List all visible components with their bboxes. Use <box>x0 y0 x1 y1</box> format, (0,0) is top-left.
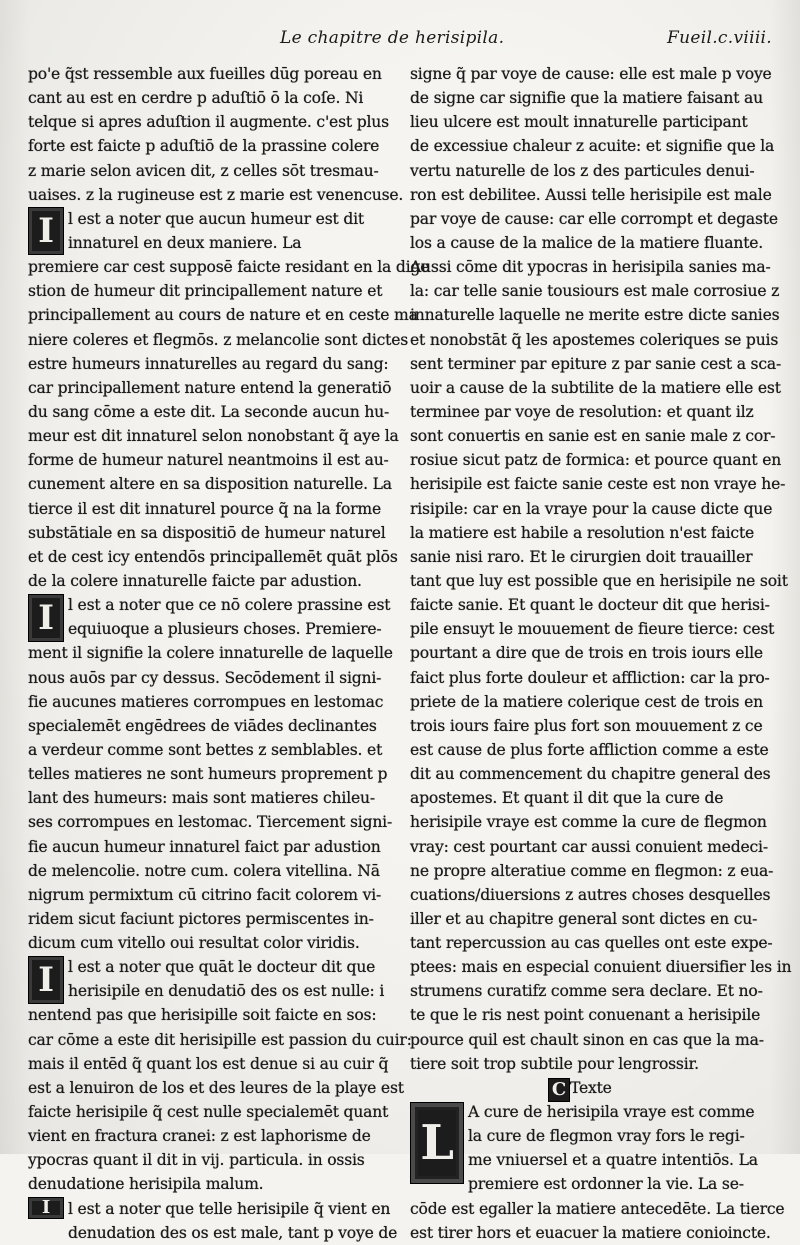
text-line: ptees: mais en especial conuient diuersifier les in <box>410 958 792 977</box>
text-line: Aussi cōme dit ypocras in herisipila sanies ma- <box>410 258 771 277</box>
text-line: l est a noter que quāt le docteur dit que <box>68 958 376 977</box>
text-line: tierce il est dit innaturel pource q̃ na la forme <box>28 499 382 518</box>
text-line: vray: cest pourtant car aussi conuient medeci- <box>410 837 768 856</box>
text-line: lant des humeurs: mais sont matieres chileu- <box>28 789 375 808</box>
text-line: est a lenuiron de los et des leures de la playe est <box>28 1078 404 1097</box>
text-line: l est a noter que telle herisipile q̃ vient en <box>68 1199 391 1218</box>
text-line: pile ensuyt le mouuement de fieure tierce: cest <box>410 620 775 639</box>
text-line: denudation des os est male, tant p voye de <box>68 1223 398 1242</box>
text-line: signe q̃ par voye de cause: elle est male p voye <box>410 65 772 83</box>
text-line: pource quil est chault sinon en cas que la ma- <box>410 1030 764 1049</box>
text-line: forme de humeur naturel neantmoins il est au- <box>28 451 389 470</box>
text-line: principallement au cours de nature et en ceste ma <box>28 306 418 325</box>
text-line: estre humeurs innaturelles au regard du sang: <box>28 354 389 373</box>
text-line: nigrum permixtum cū citrino facit colorem vi- <box>28 885 382 904</box>
text-line: terminee par voye de resolution: et quant ilz <box>410 402 754 421</box>
text-line: dit au commencement du chapitre general des <box>410 765 771 784</box>
text-line: ypocras quant il dit in vij. particula. in ossis <box>28 1151 365 1170</box>
text-line: uaises. z la rugineuse est z marie est venencuse. <box>28 185 404 204</box>
text-line: fie aucun humeur innaturel faict par adustion <box>28 837 381 856</box>
text-line: sanie nisi raro. Et le cirurgien doit trauailler <box>410 547 753 566</box>
text-line: lieu ulcere est moult innaturelle participant <box>410 113 748 132</box>
running-title: Le chapitre de herisipila. <box>280 28 505 48</box>
text-line: premiere est ordonner la vie. La se- <box>468 1175 744 1194</box>
text-line: apostemes. Et quant il dit que la cure de <box>410 789 724 808</box>
text-line: cuations/diuersions z autres choses desquelles <box>410 885 771 904</box>
text-line: de la colere innaturelle faicte par adustion. <box>28 571 362 590</box>
text-line: A cure de herisipila vraye est comme <box>468 1103 755 1122</box>
paragraph-mark: C <box>548 1078 570 1102</box>
text-line: et de cest icy entendōs principallemēt quāt plōs <box>28 547 398 566</box>
text-line: faicte sanie. Et quant le docteur dit que herisi- <box>410 596 770 615</box>
text-line: de excessiue chaleur z acuite: et signifie que la <box>410 137 775 156</box>
text-line: innaturel en deux maniere. La <box>68 233 302 252</box>
text-line: nous auōs par cy dessus. Secōdement il signi- <box>28 668 382 687</box>
text-line: dicum cum vitello oui resultat color viridis. <box>28 934 360 953</box>
text-line: denudatione herisipila malum. <box>28 1175 264 1194</box>
text-line: et nonobstāt q̃ les apostemes coleriques se puis <box>410 330 779 349</box>
text-line: de melencolie. notre cum. colera vitellina. Nā <box>28 861 380 880</box>
text-line: a verdeur comme sont bettes z semblables. et <box>28 740 383 759</box>
decorated-initial: I <box>28 956 64 1004</box>
text-line: l est a noter que ce nō colere prassine est <box>68 596 391 615</box>
text-line: herisipile vraye est comme la cure de flegmon <box>410 813 767 832</box>
text-line: la: car telle sanie tousiours est male corrosiue z <box>410 282 780 301</box>
text-line: est tirer hors et euacuer la matiere conioincte. <box>410 1223 771 1242</box>
text-line: pourtant a dire que de trois en trois iours elle <box>410 644 763 663</box>
text-line: ses corrompues en lestomac. Tiercement signi- <box>28 813 393 832</box>
left-text-column <box>28 62 430 1245</box>
text-line: faict plus forte douleur et affliction: car la pro- <box>410 668 770 687</box>
text-line: iller et au chapitre general sont dictes en cu- <box>410 909 758 928</box>
text-line: car cōme a este dit herisipille est passion du cuir: <box>28 1030 412 1049</box>
text-line: rosiue sicut patz de formica: et pource quant en <box>410 451 782 470</box>
text-line: l est a noter que aucun humeur est dit <box>68 209 364 228</box>
text-line: fie aucunes matieres corrompues en lestomac <box>28 692 384 711</box>
text-line: est cause de plus forte affliction comme a este <box>410 740 769 759</box>
text-line: ridem sicut faciunt pictores permiscentes in- <box>28 909 374 928</box>
text-line: innaturelle laquelle ne merite estre dicte sanies <box>410 306 780 325</box>
text-line: trois iours faire plus fort son mouuement z ce <box>410 716 763 735</box>
text-line: specialemēt engēdrees de viādes declinantes <box>28 716 377 735</box>
text-line: tiere soit trop subtile pour lengrossir. <box>410 1054 699 1073</box>
folio-number: Fueil.c.viiii. <box>667 28 772 48</box>
text-line: faicte herisipile q̃ cest nulle specialemēt quant <box>28 1103 389 1122</box>
text-line: mais il entēd q̃ quant los est denue si au cuir q̃ <box>28 1054 389 1073</box>
decorated-initial: I <box>28 1197 64 1219</box>
text-line: risipile: car en la vraye pour la cause dicte que <box>410 499 773 518</box>
text-line: de signe car signifie que la matiere faisant au <box>410 89 763 108</box>
decorated-initial: I <box>28 594 64 642</box>
text-line: la cure de flegmon vray fors le regi- <box>468 1127 745 1146</box>
text-line: car principallement nature entend la generatiō <box>28 378 392 397</box>
text-line: substātiale en sa dispositiō de humeur naturel <box>28 523 386 542</box>
section-heading-texte: Texte <box>570 1078 612 1097</box>
text-line: ment il signifie la colere innaturelle de laquelle <box>28 644 393 663</box>
text-line: stion de humeur dit principallement nature et <box>28 282 383 301</box>
text-line: herisipile en denudatiō des os est nulle: i <box>68 982 385 1001</box>
text-line: te que le ris nest point conuenant a herisipile <box>410 1006 761 1025</box>
text-line: ne propre alteratiue comme en flegmon: z eua- <box>410 861 774 880</box>
text-line: telles matieres ne sont humeurs proprement p <box>28 765 388 784</box>
text-line: sont conuertis en sanie est en sanie male z cor- <box>410 427 776 446</box>
text-line: premiere car cest supposē faicte residant en la dige <box>28 258 430 277</box>
text-line: cōde est egaller la matiere antecedēte. La tierce <box>410 1199 785 1218</box>
text-line: tant repercussion au cas quelles ont este expe- <box>410 934 773 953</box>
text-line: ron est debilitee. Aussi telle herisipile est male <box>410 185 772 204</box>
text-line: cant au est en cerdre p aduſtiō ō la coſe. Ni <box>28 89 364 108</box>
right-text-column <box>410 62 792 1245</box>
text-line: sent terminer par epiture z par sanie cest a sca- <box>410 354 782 373</box>
text-line: vient en fractura cranei: z est laphorisme de <box>28 1127 371 1146</box>
text-line: me vniuersel et a quatre intentiōs. La <box>468 1151 758 1170</box>
text-line: strumens curatifz comme sera declare. Et no- <box>410 982 763 1001</box>
text-line: meur est dit innaturel selon nonobstant q̃ aye la <box>28 427 399 446</box>
text-line: cunement altere en sa disposition naturelle. La <box>28 475 392 494</box>
text-line: priete de la matiere colerique cest de trois en <box>410 692 763 711</box>
text-line: la matiere est habile a resolution n'est faicte <box>410 523 755 542</box>
text-line: z marie selon avicen dit, z celles sōt tresmau- <box>28 161 379 180</box>
text-line: tant que luy est possible que en herisipile ne soit <box>410 571 788 590</box>
text-line: forte est faicte p aduſtiō de la prassine colere <box>28 137 380 156</box>
text-line: los a cause de la malice de la matiere fluante. <box>410 233 764 252</box>
text-line: vertu naturelle de los z des particules denui- <box>410 161 755 180</box>
text-line: uoir a cause de la subtilite de la matiere elle est <box>410 378 781 397</box>
text-line: po'e q̃st ressemble aux fueilles dūg poreau en <box>28 65 382 83</box>
text-line: telque si apres aduſtion il augmente. c'est plus <box>28 113 389 132</box>
text-line: par voye de cause: car elle corrompt et degaste <box>410 209 778 228</box>
decorated-initial: I <box>28 207 64 255</box>
text-line: du sang cōme a este dit. La seconde aucun hu- <box>28 402 390 421</box>
text-line: equiuoque a plusieurs choses. Premiere- <box>68 620 382 639</box>
decorated-initial-large: L <box>410 1102 464 1184</box>
page-header <box>0 28 800 54</box>
text-line: herisipile est faicte sanie ceste est non vraye he- <box>410 475 786 494</box>
text-line: niere coleres et flegmōs. z melancolie sont dictes <box>28 330 409 349</box>
text-line: nentend pas que herisipille soit faicte en sos: <box>28 1006 377 1025</box>
